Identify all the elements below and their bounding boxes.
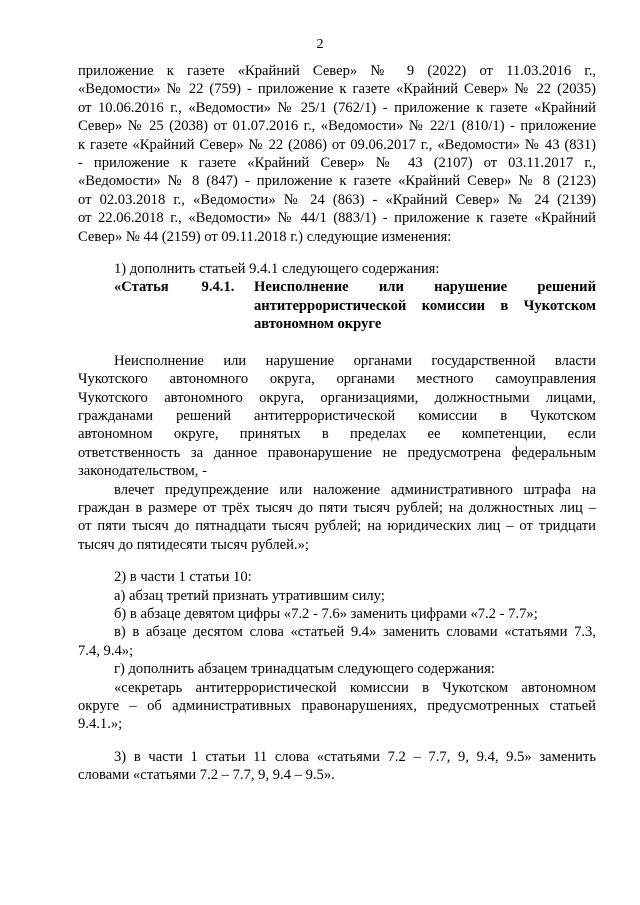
text-line: 9.4.1.»; [78, 716, 123, 733]
text-line: влечет предупреждение или наложение административного штрафа на [114, 481, 596, 498]
document-body [78, 62, 596, 785]
page-number: 2 [316, 37, 324, 52]
text-line: к газете «Крайний Север» № 22 (2086) от 09.06.2017 г., «Ведомости» № 43 (831) [78, 136, 596, 153]
item-2: 2) в части 1 статьи 10: [114, 569, 252, 586]
item-3: 3) в части 1 статьи 11 слова «статьями 7.2 – 7.7, 9, 9.4, 9.5» заменить [114, 748, 596, 765]
article-word: «Статья [114, 279, 169, 296]
text-line: от 02.03.2018 г., «Ведомости» № 24 (863) - «Крайний Север» № 24 (2139) [78, 191, 596, 208]
article-body [78, 352, 596, 481]
text-line: Север» № 25 (2038) от 01.07.2016 г., «Ведомости» № 22/1 (810/1) - приложение [78, 118, 596, 135]
text-line: приложение к газете «Крайний Север» № 9 (2022) от 11.03.2016 г., [78, 63, 596, 79]
text-line: Неисполнение или нарушение органами государственной власти [114, 352, 596, 369]
text-line: «Ведомости» № 8 (847) - приложение к газете «Крайний Север» № 8 (2123) [78, 173, 596, 190]
text-line: Чукотского автономного округа, органами местного самоуправления [78, 371, 596, 388]
text-line: тысяч до пятидесяти тысяч рублей.»; [78, 536, 309, 553]
text-line: граждан в размере от трёх тысяч до пяти тысяч рублей; на должностных лиц – [78, 499, 596, 516]
item-2b: б) в абзаце девятом цифры «7.2 - 7.6» заменить цифрами «7.2 - 7.7»; [114, 605, 538, 622]
text-line: «секретарь антитеррористической комиссии в Чукотском автономном [114, 679, 596, 696]
item-2g: г) дополнить абзацем тринадцатым следующего содержания: [114, 661, 495, 678]
text-line: Чукотского автономного округа, организациями, должностными лицами, [78, 389, 596, 406]
text-line: законодательством, - [78, 463, 207, 480]
text-line: - приложение к газете «Крайний Север» № 43 (2107) от 03.11.2017 г., [78, 155, 596, 172]
article-heading [114, 278, 596, 333]
text-line: Север» № 44 (2159) от 09.11.2018 г.) следующие изменения: [78, 228, 452, 245]
text-line: от 22.06.2018 г., «Ведомости» № 44/1 (883/1) - приложение к газете «Крайний [78, 210, 596, 227]
item-2v-cont: 7.4, 9.4»; [78, 642, 134, 659]
title-line: автономном округе [254, 316, 382, 333]
item-2a: а) абзац третий признать утратившим силу; [114, 587, 385, 604]
article-label [114, 278, 254, 333]
item-2v: в) в абзаце десятом слова «статьей 9.4» заменить словами «статьями 7.3, [114, 624, 596, 641]
article-title [254, 278, 596, 333]
text-line: округе – об административных правонарушениях, предусмотренных статьей [78, 698, 596, 714]
title-line: антитеррористической комиссии в Чукотском [254, 297, 596, 314]
item-1: 1) дополнить статьей 9.4.1 следующего содержания: [114, 261, 440, 278]
text-line: от 10.06.2016 г., «Ведомости» № 25/1 (762/1) - приложение к газете «Крайний [78, 99, 596, 116]
title-line: Неисполнение или нарушение решений [254, 279, 596, 296]
article-sanction [78, 481, 596, 555]
item-3-cont: словами «статьями 7.2 – 7.7, 9, 9.4 – 9.5». [78, 767, 335, 784]
intro-paragraph [78, 62, 596, 246]
text-line: ответственность за данное правонарушение не предусмотрена федеральным [78, 444, 596, 461]
text-line: автономном округе, принятых в пределах ее компетенции, если [78, 426, 596, 443]
text-line: гражданами решений антитеррористической комиссии в Чукотском [78, 407, 596, 424]
text-line: «Ведомости» № 22 (759) - приложение к газете «Крайний Север» № 22 (2035) [78, 81, 596, 98]
article-number: 9.4.1. [201, 279, 235, 296]
text-line: от пяти тысяч до пятнадцати тысяч рублей; на юридических лиц – от тридцати [78, 518, 596, 535]
